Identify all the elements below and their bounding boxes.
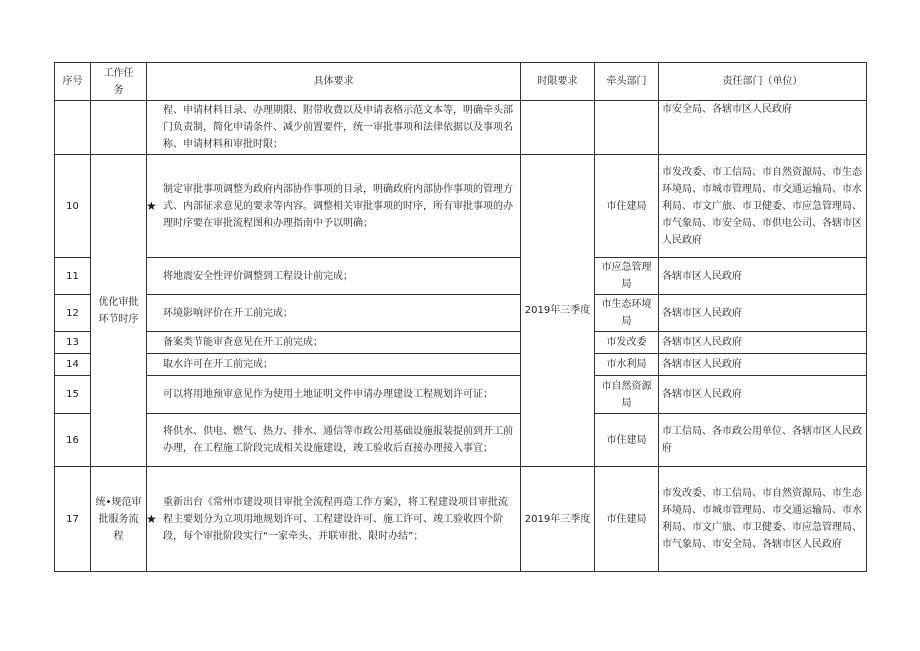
row-lead-dept: 市住建局 [595, 414, 659, 467]
header-task: 工作任务 [91, 63, 147, 101]
row-seq [55, 101, 91, 155]
header-row [55, 63, 867, 101]
star-icon: ★ [146, 199, 157, 213]
row-responsible-dept: 市发改委、市工信局、市自然资源局、市生态环境局、市城市管理局、市交通运输局、市水利局、市文广旅、市卫健委、市应急管理局、市气象局、市安全局、市供电公司、各辖市区人民政府 [659, 155, 867, 258]
row-requirement [147, 414, 521, 467]
group-deadline: 2019年三季度 [521, 155, 595, 467]
row-requirement [147, 467, 521, 572]
requirement-text: 制定审批事项调整为政府内部协作事项的目录，明确政府内部协作事项的管理方式、内部征求意见的要求等内容。调整相关审批事项的时序，所有审批事项的办理时序要在审批流程图和办理指南中予以明确； [163, 183, 513, 229]
star-icon: ★ [146, 512, 157, 526]
row-requirement [147, 258, 521, 295]
row-lead-dept: 市自然资源局 [595, 376, 659, 414]
requirement-text: 取水许可在开工前完成； [163, 359, 273, 370]
row-requirement [147, 332, 521, 354]
row-task: 统•规范审批服务流程 [91, 467, 147, 572]
header-seq: 序号 [55, 63, 91, 101]
table-row [55, 376, 867, 414]
row-lead-dept: 市住建局 [595, 155, 659, 258]
row-deadline: 2019年三季度 [521, 467, 595, 572]
row-deadline [521, 101, 595, 155]
row-lead-dept: 市应急管理局 [595, 258, 659, 295]
row-responsible-dept: 各辖市区人民政府 [659, 376, 867, 414]
row-seq: 11 [55, 258, 91, 295]
row-seq: 13 [55, 332, 91, 354]
table-row [55, 258, 867, 295]
row-seq: 10 [55, 155, 91, 258]
requirement-text: 将地震安全性评价调整到工程设计前完成； [163, 270, 353, 282]
task-table [54, 62, 867, 572]
row-lead-dept: 市发改委 [595, 332, 659, 354]
header-requirement: 具体要求 [147, 63, 521, 101]
row-seq: 14 [55, 354, 91, 376]
row-seq: 17 [55, 467, 91, 572]
table-row [55, 332, 867, 354]
header-responsible-dept: 责任部门（单位） [659, 63, 867, 101]
row-requirement [147, 376, 521, 414]
requirement-text: 环境影响评价在开工前完成； [163, 307, 293, 319]
requirement-text: 将供水、供电、燃气、热力、排水、通信等市政公用基础设施报装提前到开工前办理，在工程施工阶段完成相关设施建设，竣工验收后直接办理接入事宜； [163, 426, 513, 454]
requirement-text: 备案类节能审查意见在开工前完成； [163, 337, 323, 348]
table-row [55, 467, 867, 572]
row-lead-dept: 市水利局 [595, 354, 659, 376]
table-row [55, 354, 867, 376]
table-row [55, 155, 867, 258]
row-responsible-dept: 各辖市区人民政府 [659, 354, 867, 376]
row-task [91, 101, 147, 155]
row-lead-dept [595, 101, 659, 155]
requirement-text: 程、申请材料目录、办理期限、附带收费以及申请表格示范文本等，明确牵头部门负责制，简化申请条件、减少前置要件，统一审批事项和法律依据以及事项名称、申请材料和审批时限； [163, 105, 513, 150]
row-responsible-dept: 各辖市区人民政府 [659, 332, 867, 354]
row-requirement [147, 155, 521, 258]
row-seq: 16 [55, 414, 91, 467]
row-responsible-dept: 市安全局、各辖市区人民政府 [659, 101, 867, 155]
table-row [55, 101, 867, 155]
row-requirement [147, 101, 521, 155]
row-requirement [147, 354, 521, 376]
group-task: 优化审批环节时序 [91, 155, 147, 467]
row-responsible-dept: 各辖市区人民政府 [659, 295, 867, 332]
row-lead-dept: 市生态环境局 [595, 295, 659, 332]
table-row [55, 414, 867, 467]
requirement-text: 重新出台《常州市建设项目审批全流程再造工作方案》，将工程建设项目审批流程主要划分为立项用地规划许可、工程建设许可、施工许可、竣工验收四个阶段，每个审批阶段实行“一家牵头、并联审批、限时办结”； [163, 496, 508, 542]
requirement-text: 可以将用地预审意见作为使用土地证明文件申请办理建设工程规划许可证； [163, 389, 493, 400]
row-responsible-dept: 市工信局、各市政公用单位、各辖市区人民政府 [659, 414, 867, 467]
row-requirement [147, 295, 521, 332]
header-deadline: 时限要求 [521, 63, 595, 101]
table-row [55, 295, 867, 332]
row-responsible-dept: 市发改委、市工信局、市自然资源局、市生态环境局、市城市管理局、市交通运输局、市水利局、市文广旅、市卫健委、市应急管理局、市气象局、市安全局、各辖市区人民政府 [659, 467, 867, 572]
row-lead-dept: 市住建局 [595, 467, 659, 572]
row-responsible-dept: 各辖市区人民政府 [659, 258, 867, 295]
row-seq: 12 [55, 295, 91, 332]
header-lead-dept: 牵头部门 [595, 63, 659, 101]
row-seq: 15 [55, 376, 91, 414]
